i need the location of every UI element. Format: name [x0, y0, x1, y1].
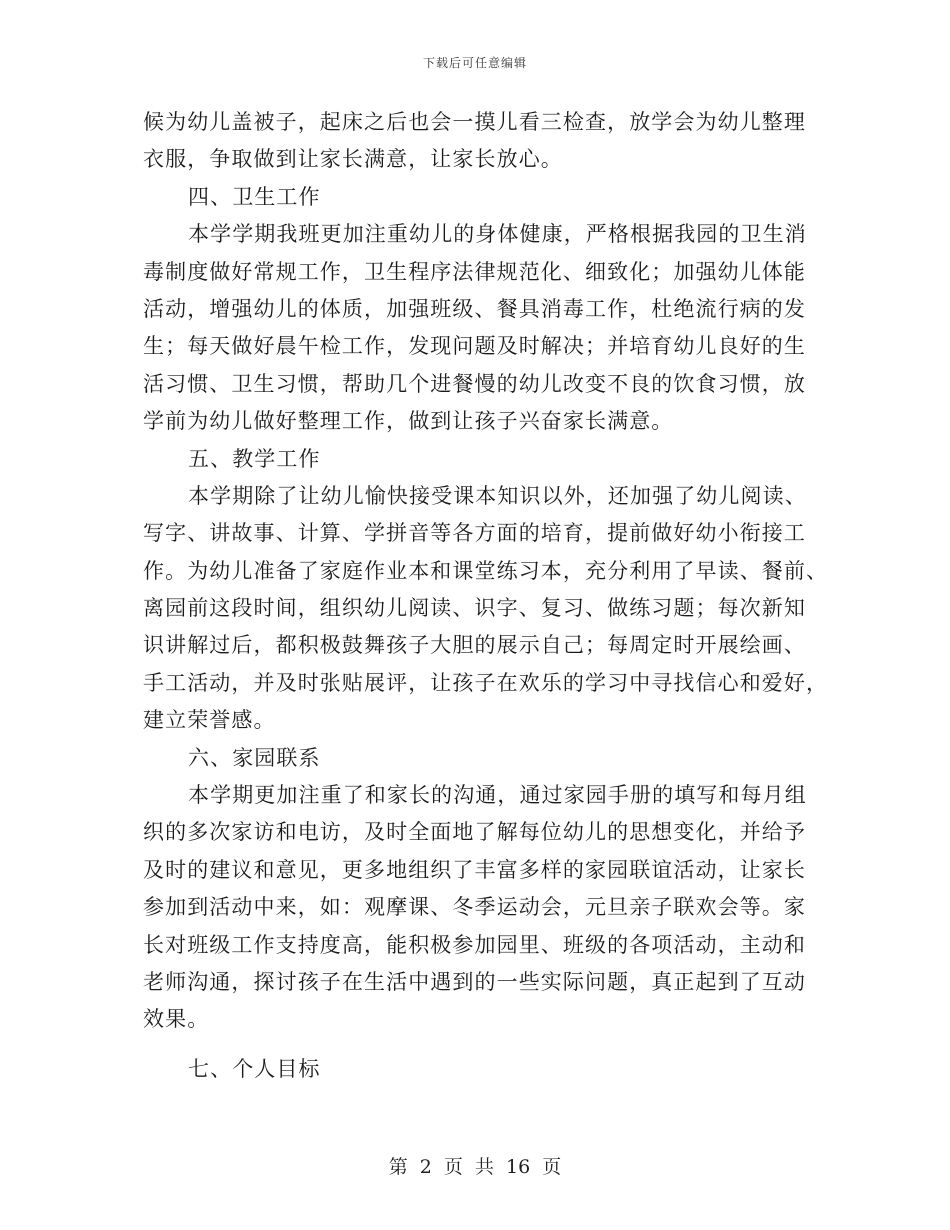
text-line: 及时的建议和意见，更多地组织了丰富多样的家园联谊活动，让家长	[143, 857, 806, 882]
text-line: 写字、讲故事、计算、学拼音等各方面的培育，提前做好幼小衔接工	[143, 521, 806, 546]
text-line: 本学期更加注重了和家长的沟通，通过家园手册的填写和每月组	[188, 783, 807, 808]
text-line: 本学学期我班更加注重幼儿的身体健康，严格根据我园的卫生消	[188, 222, 807, 247]
text-line: 建立荣誉感。	[143, 708, 276, 733]
document-body	[143, 104, 829, 1088]
header-note: 下载后可任意编辑	[422, 56, 527, 70]
line-gap	[143, 1039, 809, 1051]
text-line: 衣服，争取做到让家长满意，让家长放心。	[143, 147, 563, 172]
text-line: 本学期除了让幼儿愉快接受课本知识以外，还加强了幼儿阅读、	[188, 483, 807, 508]
text-line: 生；每天做好晨午检工作，发现问题及时解决；并培育幼儿良好的生	[143, 334, 806, 359]
text-line: 作。为幼儿准备了家庭作业本和课堂练习本，充分利用了早读、餐前、	[143, 558, 829, 583]
text-line: 参加到活动中来，如：观摩课、冬季运动会，元旦亲子联欢会等。家	[143, 895, 806, 920]
text-line: 活动，增强幼儿的体质，加强班级、餐具消毒工作，杜绝流行病的发	[143, 296, 806, 321]
text-line: 效果。	[143, 1007, 210, 1032]
text-line: 六、家园联系	[188, 745, 321, 770]
text-line: 四、卫生工作	[188, 184, 321, 209]
text-line: 毒制度做好常规工作，卫生程序法律规范化、细致化；加强幼儿体能	[143, 259, 806, 284]
text-line: 长对班级工作支持度高，能积极参加园里、班级的各项活动，主动和	[143, 932, 806, 957]
text-line: 识讲解过后，都积极鼓舞孩子大胆的展示自己；每周定时开展绘画、	[143, 633, 806, 658]
text-line: 候为幼儿盖被子，起床之后也会一摸儿看三检查，放学会为幼儿整理	[143, 110, 806, 134]
text-line: 七、个人目标	[188, 1056, 321, 1081]
text-line: 离园前这段时间，组织幼儿阅读、识字、复习、做练习题；每次新知	[143, 596, 806, 621]
text-line: 活习惯、卫生习惯，帮助几个进餐慢的幼儿改变不良的饮食习惯，放	[143, 371, 806, 396]
text-line: 手工活动，并及时张贴展评，让孩子在欢乐的学习中寻找信心和爱好，	[143, 670, 829, 695]
page-footer: 第 2 页 共 16 页	[388, 1156, 562, 1178]
text-line: 织的多次家访和电访，及时全面地了解每位幼儿的思想变化，并给予	[143, 820, 806, 845]
text-line: 老师沟通，探讨孩子在生活中遇到的一些实际问题，真正起到了互动	[143, 969, 806, 994]
text-line: 学前为幼儿做好整理工作，做到让孩子兴奋家长满意。	[143, 409, 674, 434]
text-line: 五、教学工作	[188, 446, 321, 471]
